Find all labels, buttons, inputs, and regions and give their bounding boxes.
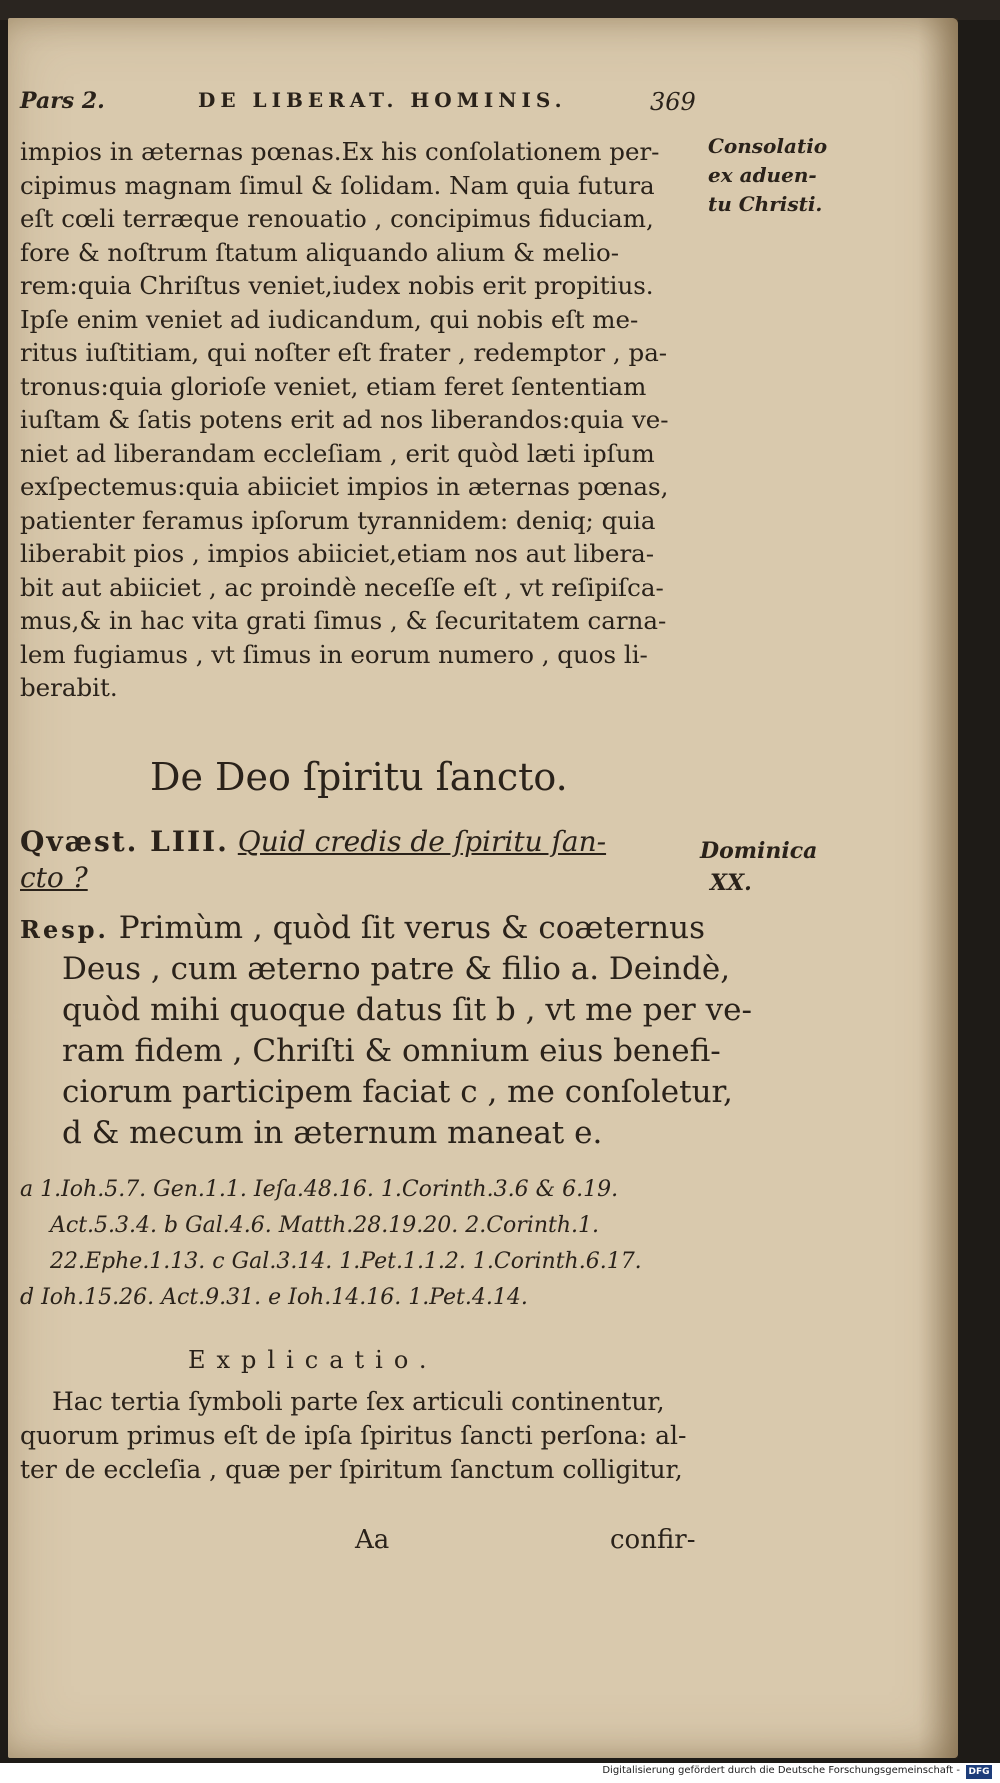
catchword: confir- xyxy=(610,1525,696,1555)
response-label: Resp. xyxy=(20,915,109,944)
question-block xyxy=(20,825,720,897)
margin-note-dominica xyxy=(700,835,817,899)
explicatio-paragraph xyxy=(20,1385,710,1487)
text-line: ter de eccleſia , quæ per ſpiritum ſanctum colligitur, xyxy=(20,1455,683,1484)
dfg-logo: DFG xyxy=(966,1765,992,1779)
response-line: quòd mihi quoque datus ſit b , vt me per ve- xyxy=(62,992,752,1028)
text-line: patienter feramus ipſorum tyrannidem: deniq; quia xyxy=(20,505,656,535)
text-line: mus,& in hac vita grati ſimus , & ſecuritatem carna- xyxy=(20,606,667,635)
reference-line: 22.Ephe.1.13. c Gal.3.14. 1.Pet.1.1.2. 1.Corinth.6.17. xyxy=(50,1249,642,1274)
header-title: DE LIBERAT. HOMINIS. xyxy=(198,88,567,112)
response-line: ram fidem , Chriſti & omnium eius benefi- xyxy=(62,1033,721,1069)
signature-mark: Aa xyxy=(355,1525,390,1555)
margin-note-line: ex aduen- xyxy=(708,163,817,187)
text-line: Ipſe enim veniet ad iudicandum, qui nobis eſt me- xyxy=(20,304,639,334)
question-text-line2: cto ? xyxy=(20,861,88,894)
scan-top-border xyxy=(0,0,1000,20)
text-line: iuſtam & ſatis potens erit ad nos liberandos:quia ve- xyxy=(20,405,669,434)
margin-note-consolatio xyxy=(708,132,827,219)
text-line: impios in æternas pœnas.Ex his conſolationem per- xyxy=(20,137,660,166)
reference-line: Act.5.3.4. b Gal.4.6. Matth.28.19.20. 2.Corinth.1. xyxy=(50,1213,600,1238)
response-line: Deus , cum æterno patre & filio a. Deindè, xyxy=(62,951,731,987)
text-line: fore & noſtrum ſtatum aliquando alium & melio- xyxy=(20,237,619,267)
page-number: 369 xyxy=(650,88,696,116)
text-line: liberabit pios , impios abiiciet,etiam nos aut libera- xyxy=(20,539,655,568)
margin-note-line: Dominica xyxy=(700,838,818,864)
text-line: eſt cœli terræque renouatio , concipimus fiduciam, xyxy=(20,204,654,233)
text-line: rem:quia Chriſtus veniet,iudex nobis erit propitius. xyxy=(20,271,654,300)
scripture-references xyxy=(20,1172,700,1316)
text-line: exſpectemus:quia abiiciet impios in æternas pœnas, xyxy=(20,472,669,501)
section-heading: De Deo ſpiritu ſancto. xyxy=(150,755,568,799)
text-line: ritus iuſtitiam, qui noſter eſt frater , redemptor , pa- xyxy=(20,338,668,367)
reference-line: a 1.Ioh.5.7. Gen.1.1. Ieſa.48.16. 1.Corinth.3.6 & 6.19. xyxy=(20,1177,619,1202)
text-line: quorum primus eſt de ipſa ſpiritus ſancti perſona: al- xyxy=(20,1421,687,1450)
funding-notice: Digitalisierung gefördert durch die Deutsche Forschungsgemeinschaft - xyxy=(602,1765,960,1776)
text-line: bit aut abiiciet , ac proindè neceſſe eſt , vt reſipiſca- xyxy=(20,572,664,602)
text-line: berabit. xyxy=(20,673,118,702)
margin-note-line: tu Christi. xyxy=(708,192,823,216)
response-line: d & mecum in æternum maneat e. xyxy=(62,1115,603,1151)
response-line: Primùm , quòd ſit verus & coæternus xyxy=(118,910,705,946)
body-paragraph xyxy=(20,135,700,705)
margin-note-line: XX. xyxy=(710,870,752,896)
header-part: Pars 2. xyxy=(20,88,105,114)
question-text-line1: Quid credis de ſpiritu ſan- xyxy=(237,825,607,858)
text-line: cipimus magnam ſimul & ſolidam. Nam quia futura xyxy=(20,170,655,200)
running-header xyxy=(20,88,700,122)
text-line: tronus:quia glorioſe veniet, etiam feret ſententiam xyxy=(20,371,647,401)
response-line: ciorum participem faciat c , me conſoletur, xyxy=(62,1074,733,1110)
text-line: Hac tertia ſymboli parte ſex articuli continentur, xyxy=(52,1387,665,1416)
reference-line: d Ioh.15.26. Act.9.31. e Ioh.14.16. 1.Pet.4.14. xyxy=(20,1285,528,1310)
explicatio-heading: Explicatio. xyxy=(188,1346,438,1374)
response-block xyxy=(20,908,752,1154)
question-label: Qvæst. LIII. xyxy=(20,825,229,858)
margin-note-line: Consolatio xyxy=(708,134,828,158)
text-line: niet ad liberandam eccleſiam , erit quòd læti ipſum xyxy=(20,438,655,468)
text-line: lem fugiamus , vt ſimus in eorum numero , quos li- xyxy=(20,639,648,669)
